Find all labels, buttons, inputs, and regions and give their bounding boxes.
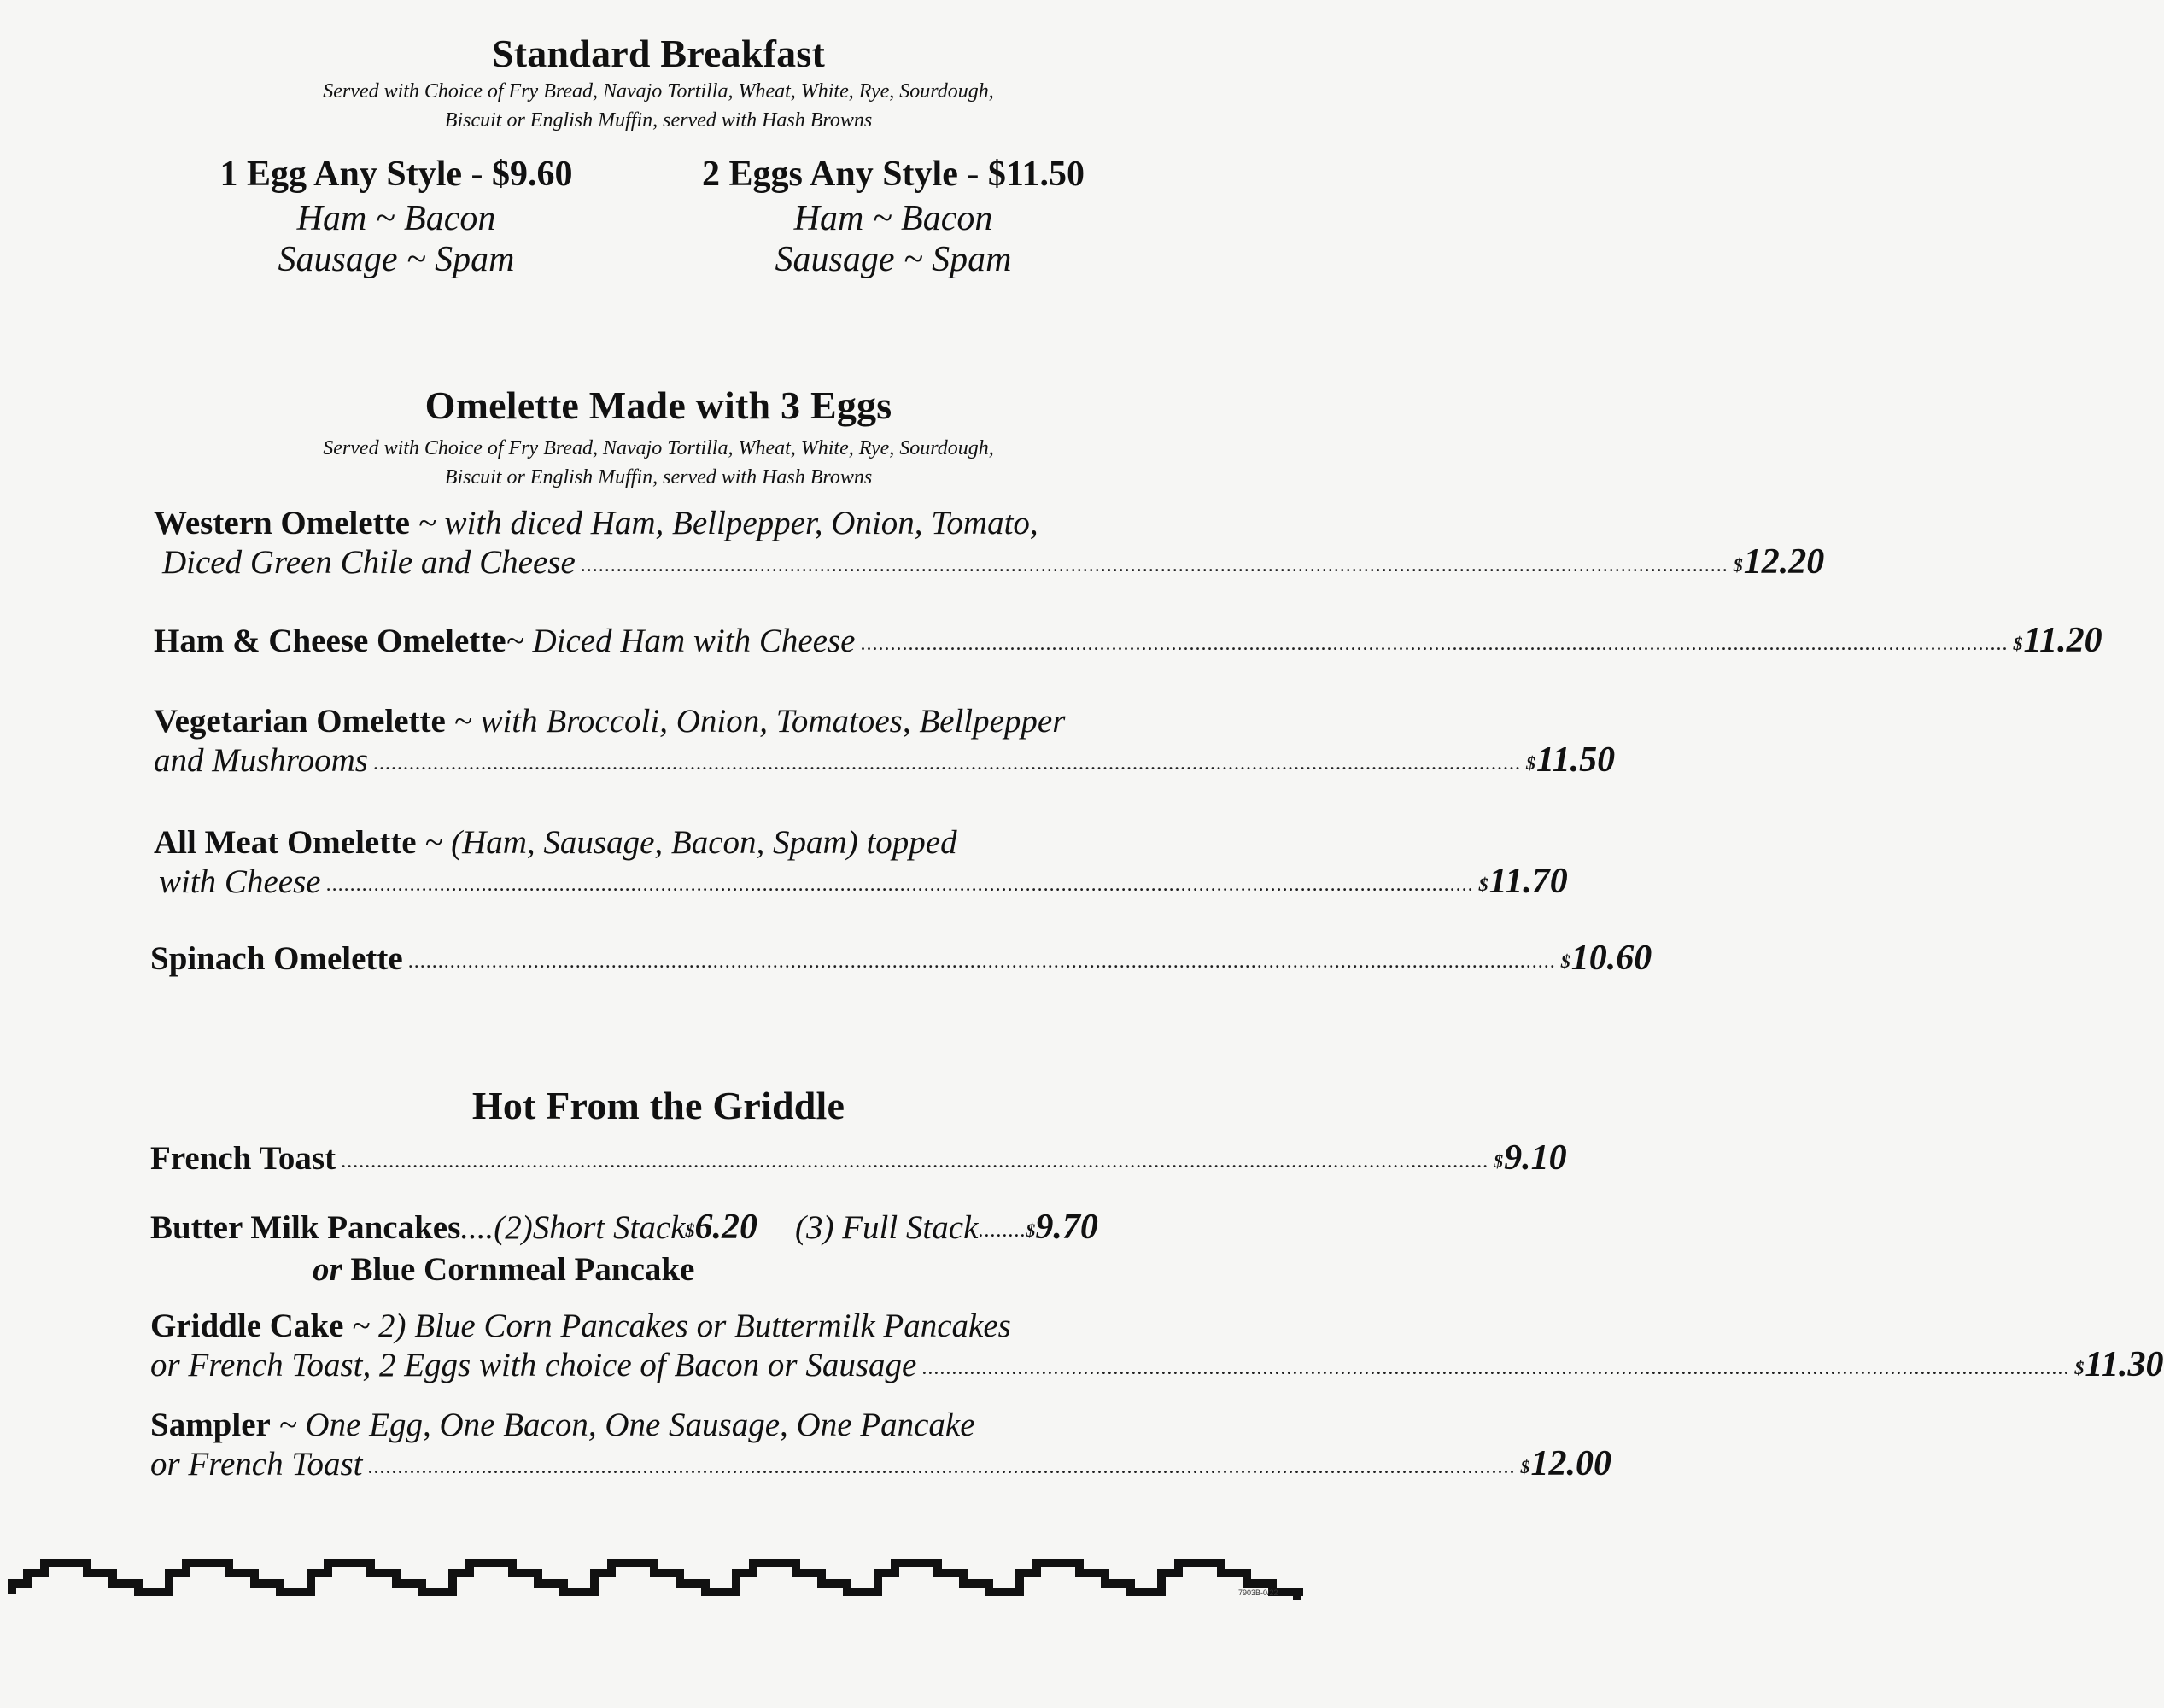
item-desc: ~ with diced Ham, Bellpepper, Onion, Tomato,	[409, 505, 1038, 541]
item-name: Sampler	[150, 1407, 271, 1443]
menu-item-pancakes	[150, 1208, 1213, 1288]
standard-breakfast-title: Standard Breakfast	[492, 32, 825, 75]
omelette-served-line1: Served with Choice of Fry Bread, Navajo Tortilla, Wheat, White, Rye, Sourdough,	[323, 437, 994, 459]
item-desc: ~ with Broccoli, Onion, Tomatoes, Bellpepper	[445, 703, 1066, 740]
menu-item-french-toast	[150, 1138, 1567, 1182]
leader-dots: ................................................................................................................................................................................................	[860, 633, 2009, 655]
menu-item-vegetarian-omelette	[154, 702, 1616, 784]
menu-item-all-meat-omelette	[154, 823, 1568, 905]
leader-dots: ................................................................................................................................................................................................	[580, 554, 1728, 576]
footer-code: 7903B-0/22	[1238, 1588, 1278, 1597]
one-egg-title: 1 Egg Any Style - $9.60	[219, 155, 573, 194]
item-desc-cont: or French Toast	[150, 1446, 363, 1483]
leader-dots: ................................................................................................................................................................................................	[325, 874, 1474, 896]
leader-dots: ........	[978, 1220, 1026, 1242]
full-stack-price: $9.70	[1026, 1208, 1098, 1247]
item-price: $11.20	[2013, 621, 2103, 660]
standard-served-note	[0, 77, 1317, 135]
two-egg-title: 2 Eggs Any Style - $11.50	[701, 155, 1085, 194]
menu-item-sampler	[150, 1406, 1611, 1488]
item-name: Butter Milk Pancakes	[150, 1209, 461, 1246]
item-desc: ~ (Ham, Sausage, Bacon, Spam) topped	[416, 824, 957, 861]
item-name: French Toast	[150, 1140, 336, 1177]
item-desc-cont: Diced Green Chile and Cheese	[162, 544, 576, 581]
omelette-title: Omelette Made with 3 Eggs	[424, 383, 892, 427]
item-desc-cont: with Cheese	[159, 863, 321, 900]
standard-served-line1: Served with Choice of Fry Bread, Navajo Tortilla, Wheat, White, Rye, Sourdough,	[323, 80, 994, 102]
blue-cornmeal-label: Blue Cornmeal Pancake	[342, 1251, 695, 1288]
item-name: Western Omelette	[154, 505, 410, 541]
item-name: All Meat Omelette	[154, 824, 417, 861]
item-price: $11.70	[1478, 862, 1568, 901]
or-label: or	[313, 1251, 342, 1288]
item-name: Spinach Omelette	[150, 940, 403, 977]
omelette-served-note	[0, 434, 1317, 492]
menu-item-griddle-cake	[150, 1307, 2164, 1389]
item-name: Vegetarian Omelette	[154, 703, 446, 740]
griddle-title: Hot From the Griddle	[471, 1084, 845, 1127]
two-egg-line2: Sausage ~ Spam	[775, 240, 1012, 279]
leader-dots: ................................................................................................................................................................................................	[367, 1456, 1516, 1478]
item-name: Ham & Cheese Omelette	[154, 623, 506, 659]
item-desc-cont: and Mushrooms	[154, 742, 368, 779]
menu-item-western-omelette	[154, 504, 1825, 586]
pancake-alternative	[150, 1252, 1213, 1288]
short-stack-price: $6.20	[685, 1208, 757, 1247]
menu-item-ham-cheese-omelette	[154, 621, 2103, 664]
item-price: $11.30	[2074, 1345, 2164, 1384]
item-desc: ~ One Egg, One Bacon, One Sausage, One Pancake	[270, 1407, 975, 1443]
short-stack-label: ....(2)Short Stack	[460, 1209, 686, 1246]
leader-dots: ................................................................................................................................................................................................	[373, 752, 1521, 775]
one-egg-option	[132, 150, 661, 280]
omelette-served-line2: Biscuit or English Muffin, served with Hash Browns	[444, 466, 873, 488]
item-desc: ~ 2) Blue Corn Pancakes or Buttermilk Pancakes	[343, 1307, 1011, 1344]
item-price: $12.00	[1520, 1444, 1611, 1483]
full-stack-label: (3) Full Stack	[794, 1209, 979, 1246]
two-egg-line1: Ham ~ Bacon	[793, 199, 993, 238]
leader-dots: ................................................................................................................................................................................................	[407, 951, 1556, 973]
item-price: $9.10	[1494, 1138, 1567, 1178]
menu-item-spinach-omelette	[150, 939, 1652, 982]
one-egg-line1: Ham ~ Bacon	[296, 199, 496, 238]
item-desc: ~ Diced Ham with Cheese	[506, 623, 856, 659]
leader-dots: ................................................................................................................................................................................................	[341, 1150, 1489, 1173]
item-desc-cont: or French Toast, 2 Eggs with choice of Bacon or Sausage	[150, 1347, 917, 1383]
stepped-border-decoration	[12, 1547, 1301, 1607]
standard-served-line2: Biscuit or English Muffin, served with Hash Browns	[444, 109, 873, 132]
item-price: $12.20	[1733, 542, 1825, 582]
two-egg-option	[629, 150, 1158, 280]
item-name: Griddle Cake	[150, 1307, 344, 1344]
item-price: $11.50	[1526, 740, 1616, 780]
item-price: $10.60	[1560, 939, 1652, 978]
leader-dots: ................................................................................................................................................................................................	[921, 1357, 2070, 1379]
one-egg-line2: Sausage ~ Spam	[278, 240, 515, 279]
